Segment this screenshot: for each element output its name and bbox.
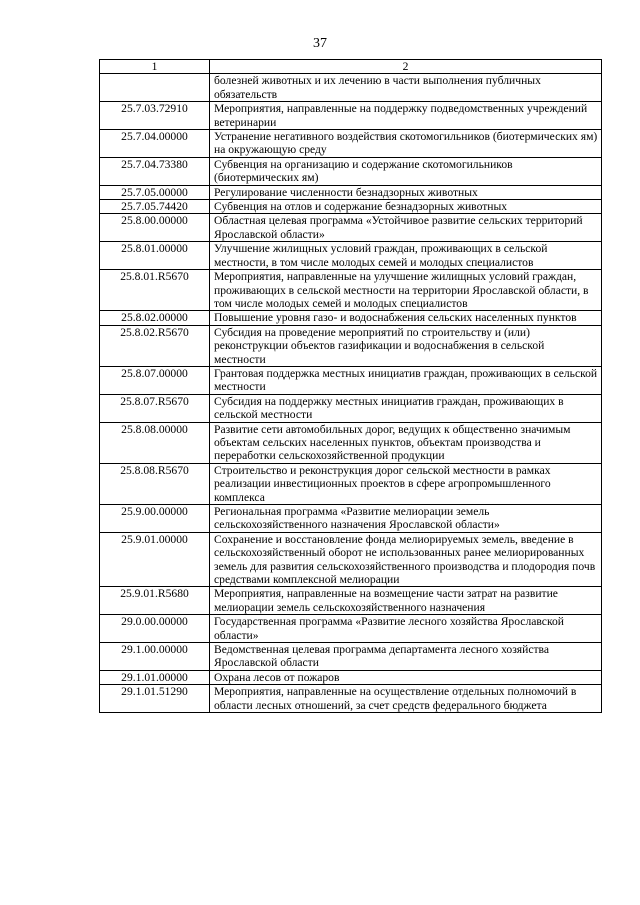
table-row xyxy=(100,422,602,463)
table-row xyxy=(100,685,602,713)
row-code: 25.8.08.00000 xyxy=(100,422,210,463)
budget-classification-table xyxy=(99,59,602,713)
table-row xyxy=(100,102,602,130)
table-body xyxy=(100,74,602,713)
row-code: 25.8.08.R5670 xyxy=(100,463,210,504)
row-code: 25.7.04.00000 xyxy=(100,130,210,158)
row-name: Субсидия на поддержку местных инициатив граждан, проживающих в сельской местности xyxy=(210,394,602,422)
row-name: Строительство и реконструкция дорог сельской местности в рамках реализации инвестиционных проектов в сфере агропромышленного комплекса xyxy=(210,463,602,504)
column-header-code: 1 xyxy=(100,60,210,74)
table-row xyxy=(100,615,602,643)
row-name: Мероприятия, направленные на осуществление отдельных полномочий в области лесных отношений, за счет средств федерального бюджета xyxy=(210,685,602,713)
row-name: Устранение негативного воздействия скотомогильников (биотермических ям) на окружающую среду xyxy=(210,130,602,158)
row-name: Регулирование численности безнадзорных животных xyxy=(210,185,602,199)
table-row xyxy=(100,270,602,311)
table-row xyxy=(100,74,602,102)
table-header-row xyxy=(100,60,602,74)
table-row xyxy=(100,670,602,684)
row-name: Государственная программа «Развитие лесного хозяйства Ярославской области» xyxy=(210,615,602,643)
table-row xyxy=(100,325,602,366)
row-code xyxy=(100,74,210,102)
row-code: 25.8.02.00000 xyxy=(100,311,210,325)
row-name: Региональная программа «Развитие мелиорации земель сельскохозяйственного назначения Ярославской области» xyxy=(210,505,602,533)
row-name: Повышение уровня газо- и водоснабжения сельских населенных пунктов xyxy=(210,311,602,325)
table-row xyxy=(100,532,602,587)
row-code: 25.9.01.00000 xyxy=(100,532,210,587)
table-row xyxy=(100,366,602,394)
row-name: Развитие сети автомобильных дорог, ведущих к общественно значимым объектам сельских населенных пунктов, объектам производства и переработки сельскохозяйственной продукции xyxy=(210,422,602,463)
table-row xyxy=(100,505,602,533)
row-name: Мероприятия, направленные на возмещение части затрат на развитие мелиорации земель сельскохозяйственного назначения xyxy=(210,587,602,615)
row-code: 25.7.03.72910 xyxy=(100,102,210,130)
row-code: 25.8.01.00000 xyxy=(100,242,210,270)
row-code: 25.7.05.00000 xyxy=(100,185,210,199)
row-code: 25.7.05.74420 xyxy=(100,200,210,214)
row-code: 25.8.02.R5670 xyxy=(100,325,210,366)
table-row xyxy=(100,200,602,214)
row-name: Субсидия на проведение мероприятий по строительству и (или) реконструкции объектов газификации и водоснабжения в сельской местности xyxy=(210,325,602,366)
row-code: 29.1.00.00000 xyxy=(100,643,210,671)
row-name: Мероприятия, направленные на поддержку подведомственных учреждений ветеринарии xyxy=(210,102,602,130)
table-row xyxy=(100,185,602,199)
row-name: Областная целевая программа «Устойчивое развитие сельских территорий Ярославской области» xyxy=(210,214,602,242)
table-row xyxy=(100,242,602,270)
row-name: Улучшение жилищных условий граждан, проживающих в сельской местности, в том числе молодых семей и молодых специалистов xyxy=(210,242,602,270)
row-code: 25.9.01.R5680 xyxy=(100,587,210,615)
row-code: 25.8.00.00000 xyxy=(100,214,210,242)
row-name: Субвенция на организацию и содержание скотомогильников (биотермических ям) xyxy=(210,157,602,185)
table-row xyxy=(100,587,602,615)
table-row xyxy=(100,394,602,422)
row-code: 29.1.01.00000 xyxy=(100,670,210,684)
row-code: 25.9.00.00000 xyxy=(100,505,210,533)
column-header-name: 2 xyxy=(210,60,602,74)
row-name: Охрана лесов от пожаров xyxy=(210,670,602,684)
page-number: 37 xyxy=(313,36,327,51)
row-code: 25.8.01.R5670 xyxy=(100,270,210,311)
row-name: Сохранение и восстановление фонда мелиорируемых земель, введение в сельскохозяйственный оборот не использованных ранее мелиорированных земель для развития сельскохозяйственного производства и плодородия почв средствами комплексной мелиорации xyxy=(210,532,602,587)
row-name: Мероприятия, направленные на улучшение жилищных условий граждан, проживающих в сельской местности на территории Ярославской области, в том числе молодых семей и молодых специалистов xyxy=(210,270,602,311)
table-row xyxy=(100,130,602,158)
row-name: Ведомственная целевая программа департамента лесного хозяйства Ярославской области xyxy=(210,643,602,671)
table-row xyxy=(100,311,602,325)
table-row xyxy=(100,214,602,242)
row-code: 25.8.07.R5670 xyxy=(100,394,210,422)
table-row xyxy=(100,157,602,185)
row-name: болезней животных и их лечению в части выполнения публичных обязательств xyxy=(210,74,602,102)
row-code: 29.1.01.51290 xyxy=(100,685,210,713)
row-code: 25.8.07.00000 xyxy=(100,366,210,394)
row-code: 29.0.00.00000 xyxy=(100,615,210,643)
table-row xyxy=(100,463,602,504)
row-code: 25.7.04.73380 xyxy=(100,157,210,185)
row-name: Субвенция на отлов и содержание безнадзорных животных xyxy=(210,200,602,214)
table-row xyxy=(100,643,602,671)
row-name: Грантовая поддержка местных инициатив граждан, проживающих в сельской местности xyxy=(210,366,602,394)
